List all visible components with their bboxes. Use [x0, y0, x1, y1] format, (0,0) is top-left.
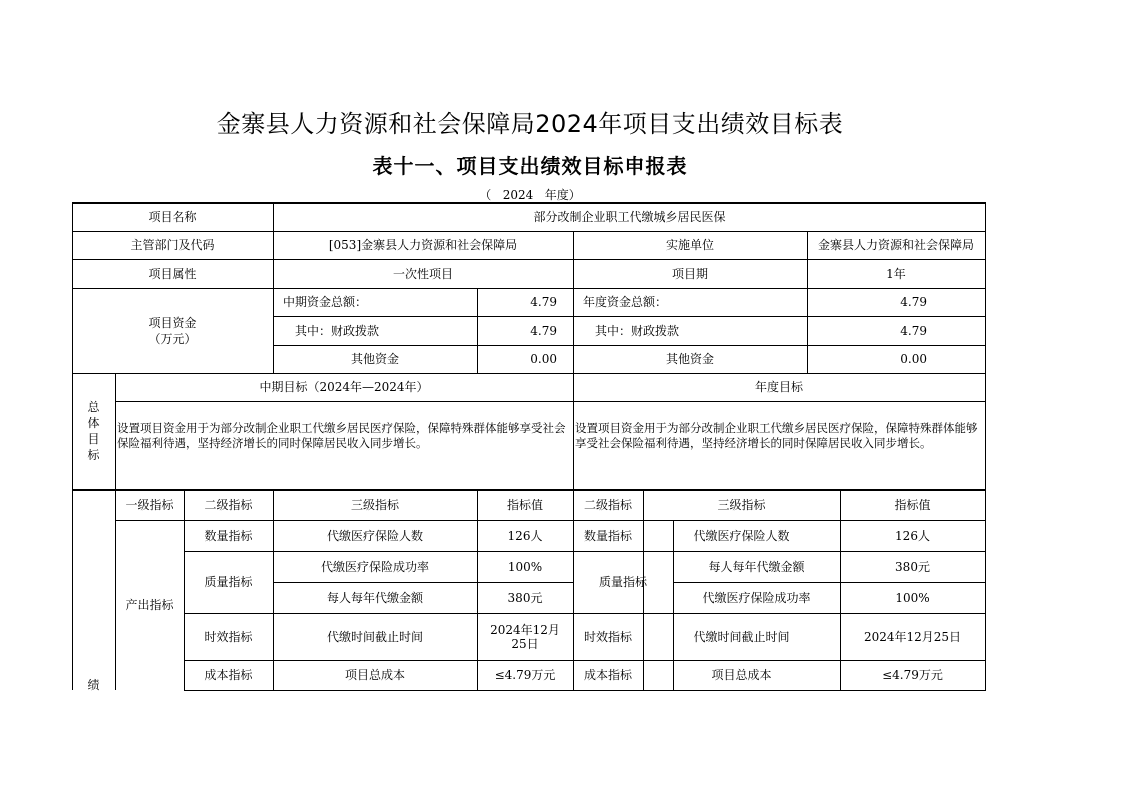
project-name-value: 部分改制企业职工代缴城乡居民医保	[533, 210, 726, 224]
annual-goal-header: 年度目标	[754, 380, 803, 394]
project-attr-label: 项目属性	[148, 266, 197, 281]
timeliness-indicator-label: 时效指标	[204, 629, 253, 644]
quantity-level3: 代缴医疗保险人数	[326, 528, 423, 543]
mid-total-label: 中期资金总额：	[283, 295, 368, 309]
mid-other-label: 其他资金	[350, 352, 399, 366]
quantity-level3-annual: 代缴医疗保险人数	[693, 528, 790, 543]
mid-other-value: 0.00	[530, 352, 557, 366]
quality-value-a-annual: 380元	[895, 559, 930, 574]
header-level2-annual: 二级指标	[583, 498, 632, 512]
table-subtitle: 表十一、项目支出绩效目标申报表	[372, 154, 688, 178]
funds-label-line2: （万元）	[148, 331, 197, 346]
timeliness-value: 2024年12月25日	[490, 622, 560, 651]
funds-label-line1: 项目资金	[148, 315, 197, 330]
mid-fiscal-value: 4.79	[530, 323, 557, 338]
dept-label: 主管部门及代码	[130, 238, 215, 252]
quality-indicator-label: 质量指标	[204, 575, 253, 589]
goals-char-4: 标	[87, 448, 100, 462]
project-period-label: 项目期	[671, 266, 708, 281]
quantity-indicator-label-annual: 数量指标	[583, 528, 632, 543]
quality-value-a: 100%	[507, 559, 543, 574]
quality-indicator-label-annual: 质量指标	[598, 575, 647, 589]
year-fiscal-value: 4.79	[900, 323, 927, 338]
output-indicator-label: 产出指标	[125, 598, 174, 612]
quality-level3-b-annual: 代缴医疗保险成功率	[702, 590, 811, 605]
document-title: 金寨县人力资源和社会保障局2024年项目支出绩效目标表	[216, 110, 844, 138]
project-period-value: 1年	[886, 266, 906, 281]
performance-side-label: 绩	[87, 678, 100, 692]
year-total-value: 4.79	[900, 295, 927, 309]
overall-goals-label	[72, 373, 115, 489]
header-level3: 三级指标	[350, 498, 399, 512]
mid-fiscal-label: 其中：财政拨款	[295, 323, 380, 338]
annual-goal-text: 设置项目资金用于为部分改制企业职工代缴乡居民医疗保险，保障特殊群体能够享受社会保险福利待遇，坚持经济增长的同时保障居民收入同步增长。	[575, 421, 978, 450]
impl-unit-value: 金寨县人力资源和社会保障局	[817, 238, 974, 252]
goals-char-1: 总	[87, 400, 100, 414]
goals-char-3: 目	[87, 432, 100, 446]
timeliness-value-annual: 2024年12月25日	[863, 629, 962, 644]
year-other-label: 其他资金	[665, 352, 714, 366]
cost-indicator-label-annual: 成本指标	[583, 668, 632, 682]
year-fiscal-label: 其中：财政拨款	[595, 323, 680, 338]
timeliness-level3-annual: 代缴时间截止时间	[693, 629, 790, 644]
cost-indicator-label: 成本指标	[204, 668, 253, 682]
quality-level3-b: 每人每年代缴金额	[326, 590, 423, 605]
header-value-annual: 指标值	[894, 498, 931, 512]
quality-value-b: 380元	[507, 590, 543, 605]
header-level3-annual: 三级指标	[717, 498, 766, 512]
timeliness-indicator-label-annual: 时效指标	[583, 629, 632, 644]
mid-term-goal-header: 中期目标（2024年—2024年）	[259, 380, 429, 394]
cost-level3-annual: 项目总成本	[711, 668, 772, 682]
project-attr-value: 一次性项目	[392, 266, 453, 281]
quantity-value: 126人	[507, 528, 543, 543]
quantity-value-annual: 126人	[895, 528, 930, 543]
year-line: （ 2024 年度）	[479, 188, 581, 202]
quality-level3-a: 代缴医疗保险成功率	[320, 559, 429, 574]
timeliness-level3: 代缴时间截止时间	[326, 629, 423, 644]
funds-label	[72, 288, 273, 373]
quality-level3-a-annual: 每人每年代缴金额	[708, 559, 805, 574]
impl-unit-label: 实施单位	[665, 238, 714, 252]
project-name-label: 项目名称	[148, 210, 197, 224]
cost-value-annual: ≤4.79万元	[882, 668, 943, 682]
header-value: 指标值	[506, 498, 543, 512]
header-level1: 一级指标	[125, 498, 174, 512]
cost-level3: 项目总成本	[344, 668, 405, 682]
year-total-label: 年度资金总额：	[583, 295, 668, 309]
mid-term-goal-text: 设置项目资金用于为部分改制企业职工代缴乡居民医疗保险，保障特殊群体能够享受社会保险福利待遇，坚持经济增长的同时保障居民收入同步增长。	[117, 421, 566, 450]
mid-total-value: 4.79	[530, 295, 557, 309]
goals-char-2: 体	[87, 416, 100, 430]
year-other-value: 0.00	[900, 352, 927, 366]
header-level2: 二级指标	[204, 498, 253, 512]
dept-value: [053]金寨县人力资源和社会保障局	[328, 238, 518, 252]
quality-value-b-annual: 100%	[895, 590, 930, 605]
cost-value: ≤4.79万元	[494, 668, 556, 682]
quantity-indicator-label: 数量指标	[204, 528, 253, 543]
